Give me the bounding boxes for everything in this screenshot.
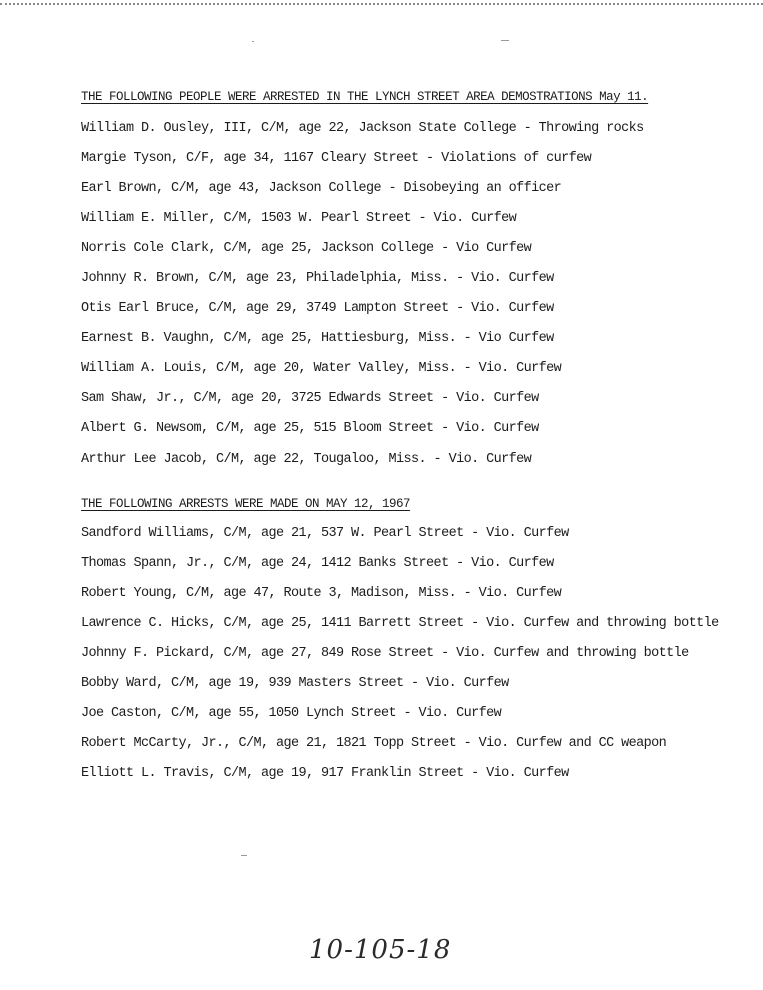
arrest-entry: Elliott L. Travis, C/M, age 19, 917 Franklin Street - Vio. Curfew [81,766,569,781]
arrest-entry: Johnny F. Pickard, C/M, age 27, 849 Rose Street - Vio. Curfew and throwing bottle [81,646,689,661]
arrest-entry: Robert Young, C/M, age 47, Route 3, Madison, Miss. - Vio. Curfew [81,586,562,601]
arrest-entry: Otis Earl Bruce, C/M, age 29, 3749 Lampton Street - Vio. Curfew [81,301,554,316]
scan-speck [252,41,254,42]
arrest-entry: Norris Cole Clark, C/M, age 25, Jackson College - Vio Curfew [81,241,532,256]
arrest-entry: William D. Ousley, III, C/M, age 22, Jackson State College - Throwing rocks [81,121,644,136]
arrest-entry: Arthur Lee Jacob, C/M, age 22, Tougaloo, Miss. - Vio. Curfew [81,452,532,467]
arrest-entry: William A. Louis, C/M, age 20, Water Valley, Miss. - Vio. Curfew [81,361,562,376]
arrest-entry: Joe Caston, C/M, age 55, 1050 Lynch Street - Vio. Curfew [81,706,502,721]
section-heading-may-12: THE FOLLOWING ARRESTS WERE MADE ON MAY 12, 1967 [81,497,411,511]
arrest-entry: Margie Tyson, C/F, age 34, 1167 Cleary Street - Violations of curfew [81,151,592,166]
arrest-entry: Robert McCarty, Jr., C/M, age 21, 1821 Topp Street - Vio. Curfew and CC weapon [81,736,667,751]
arrest-entry: William E. Miller, C/M, 1503 W. Pearl Street - Vio. Curfew [81,211,517,226]
arrest-entry: Johnny R. Brown, C/M, age 23, Philadelphia, Miss. - Vio. Curfew [81,271,554,286]
arrest-entry: Albert G. Newsom, C/M, age 25, 515 Bloom Street - Vio. Curfew [81,421,539,436]
handwritten-file-number: 10-105-18 [309,935,452,965]
arrest-entry: Lawrence C. Hicks, C/M, age 25, 1411 Barrett Street - Vio. Curfew and throwing bottle [81,616,719,631]
top-border-line [0,3,763,5]
scan-speck [501,40,509,41]
arrest-entry: Sandford Williams, C/M, age 21, 537 W. Pearl Street - Vio. Curfew [81,526,569,541]
arrest-entry: Thomas Spann, Jr., C/M, age 24, 1412 Banks Street - Vio. Curfew [81,556,554,571]
arrest-entry: Sam Shaw, Jr., C/M, age 20, 3725 Edwards Street - Vio. Curfew [81,391,539,406]
scan-speck [241,855,247,856]
arrest-entry: Earl Brown, C/M, age 43, Jackson College - Disobeying an officer [81,181,562,196]
section-heading-may-11: THE FOLLOWING PEOPLE WERE ARRESTED IN THE LYNCH STREET AREA DEMOSTRATIONS May 11. [81,90,649,104]
arrest-entry: Bobby Ward, C/M, age 19, 939 Masters Street - Vio. Curfew [81,676,509,691]
arrest-entry: Earnest B. Vaughn, C/M, age 25, Hattiesburg, Miss. - Vio Curfew [81,331,554,346]
